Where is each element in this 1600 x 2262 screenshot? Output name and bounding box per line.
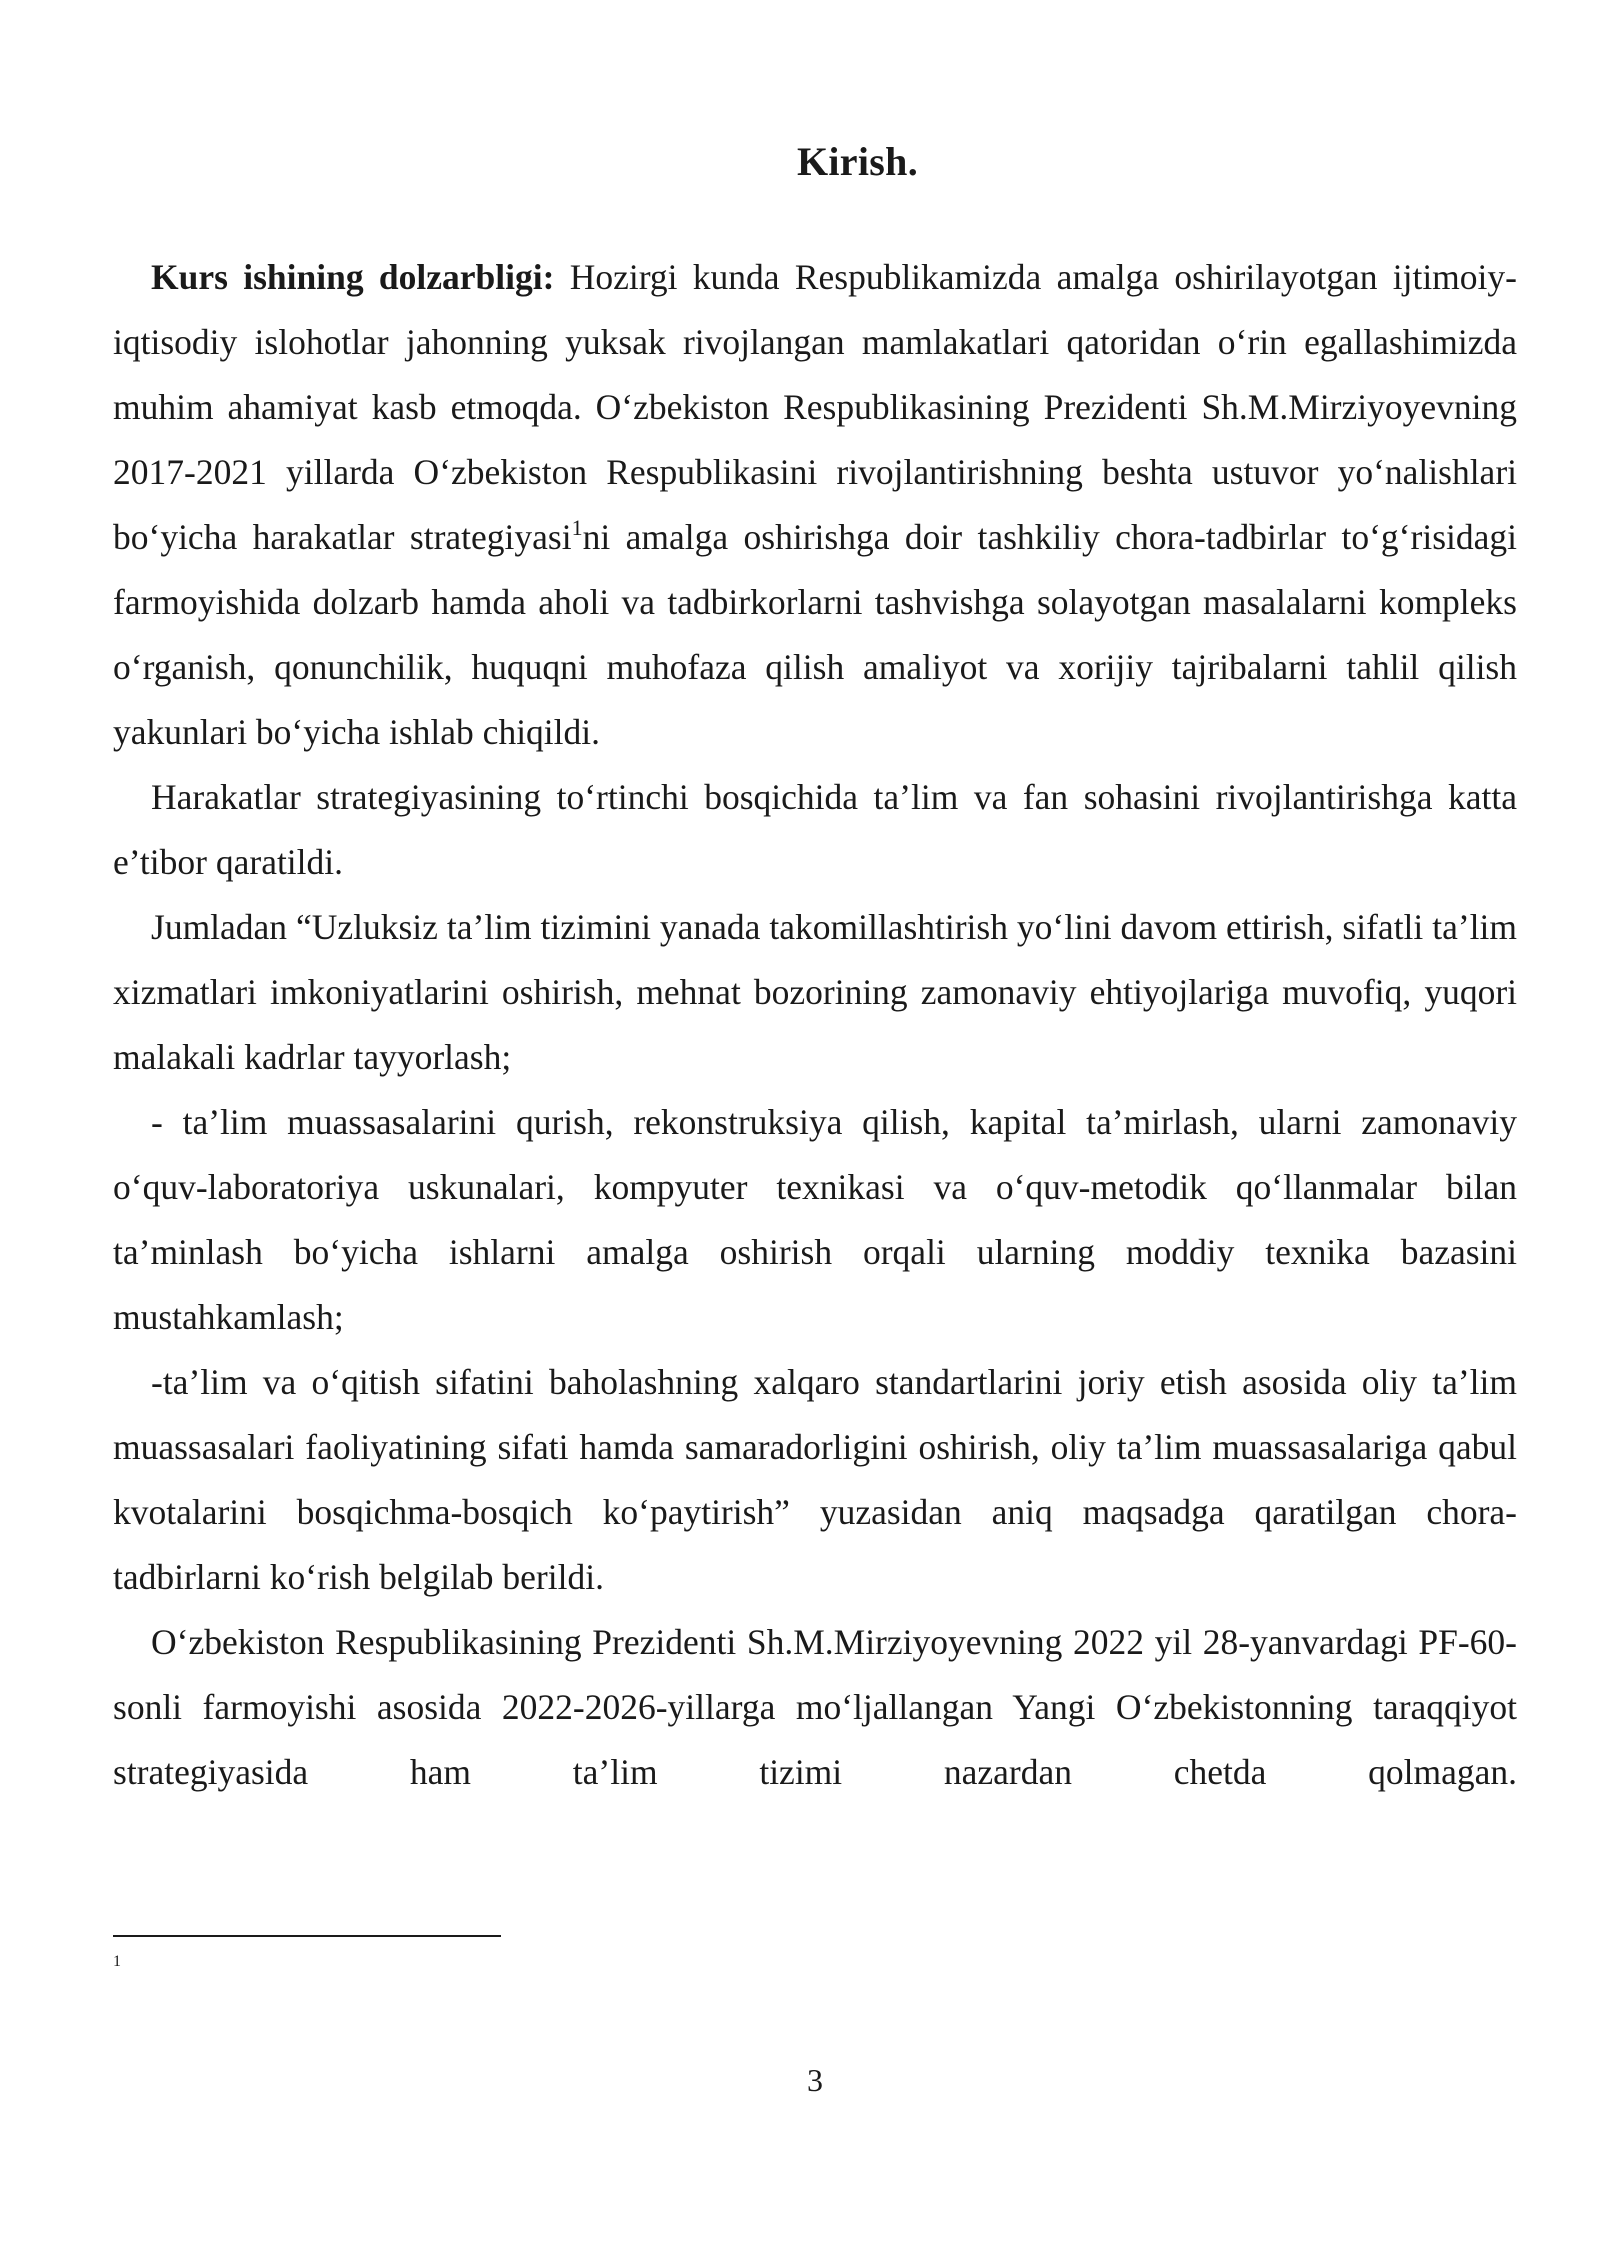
paragraph-new-uzbekistan: O‘zbekiston Respublikasining Prezidenti Sh.M.Mirziyoyevning 2022 yil 28-yanvardagi PF-60-sonli farmoyishi asosida 2022-2026-yillarga mo‘ljallangan Yangi O‘zbekistonning taraqqiyot strategiyasida ham ta’lim tizimi nazardan chetda qolmagan.: [113, 1622, 1517, 1792]
body-text: [113, 245, 1517, 1805]
paragraph-relevance: [113, 245, 1517, 765]
relevance-text-a: Hozirgi kunda Respublikamizda amalga oshirilayotgan ijtimoiy-iqtisodiy islohotlar jahonning yuksak rivojlangan mamlakatlari qatoridan o‘rin egallashimizda muhim ahamiyat kasb etmoqda. O‘zbekiston Respublikasining Prezidenti Sh.M.Mirziyoyevning 2017-2021 yillarda O‘zbekiston Respublikasini rivojlantirishning beshta ustuvor yo‘nalishlari bo‘yicha harakatlar strategiyasi: [113, 257, 1517, 557]
paragraph-institutions: - ta’lim muassasalarini qurish, rekonstruksiya qilish, kapital ta’mirlash, ularni zamonaviy o‘quv-laboratoriya uskunalari, kompyuter texnikasi va o‘quv-metodik qo‘llanmalar bilan ta’minlash bo‘yicha ishlarni amalga oshirish orqali ularning moddiy texnika bazasini mustahkamlash;: [113, 1102, 1517, 1337]
paragraph-quality-standards: -ta’lim va o‘qitish sifatini baholashning xalqaro standartlarini joriy etish asosida oliy ta’lim muassasalari faoliyatining sifati hamda samaradorligini oshirish, oliy ta’lim muassasalariga qabul kvotalarini bosqichma-bosqich ko‘paytirish” yuzasidan aniq maqsadga qaratilgan chora-tadbirlarni ko‘rish belgilab berildi.: [113, 1362, 1517, 1597]
relevance-lead: Kurs ishining dolzarbligi:: [151, 257, 555, 297]
paragraph-strategy-stage: Harakatlar strategiyasining to‘rtinchi bosqichida ta’lim va fan sohasini rivojlantirishga katta e’tibor qaratildi.: [113, 777, 1517, 882]
relevance-text-b: ni amalga oshirishga doir tashkiliy chora-tadbirlar to‘g‘risidagi farmoyishida dolzarb hamda aholi va tadbirkorlarni tashvishga solayotgan masalalarni kompleks o‘rganish, qonunchilik, huquqni muhofaza qilish amaliyot va xorijiy tajribalarni tahlil qilish yakunlari bo‘yicha ishlab chiqildi.: [113, 517, 1517, 752]
footnote-reference[interactable]: 1: [571, 515, 583, 540]
paragraph-continuous-education: Jumladan “Uzluksiz ta’lim tizimini yanada takomillashtirish yo‘lini davom ettirish, sifatli ta’lim xizmatlari imkoniyatlarini oshirish, mehnat bozorining zamonaviy ehtiyojlariga muvofiq, yuqori malakali kadrlar tayyorlash;: [113, 907, 1517, 1077]
footnote-separator: [113, 1935, 501, 1937]
section-title: Kirish.: [796, 139, 918, 184]
footnote-mark: 1: [113, 1953, 121, 1970]
page-number: 3: [807, 2062, 823, 2098]
